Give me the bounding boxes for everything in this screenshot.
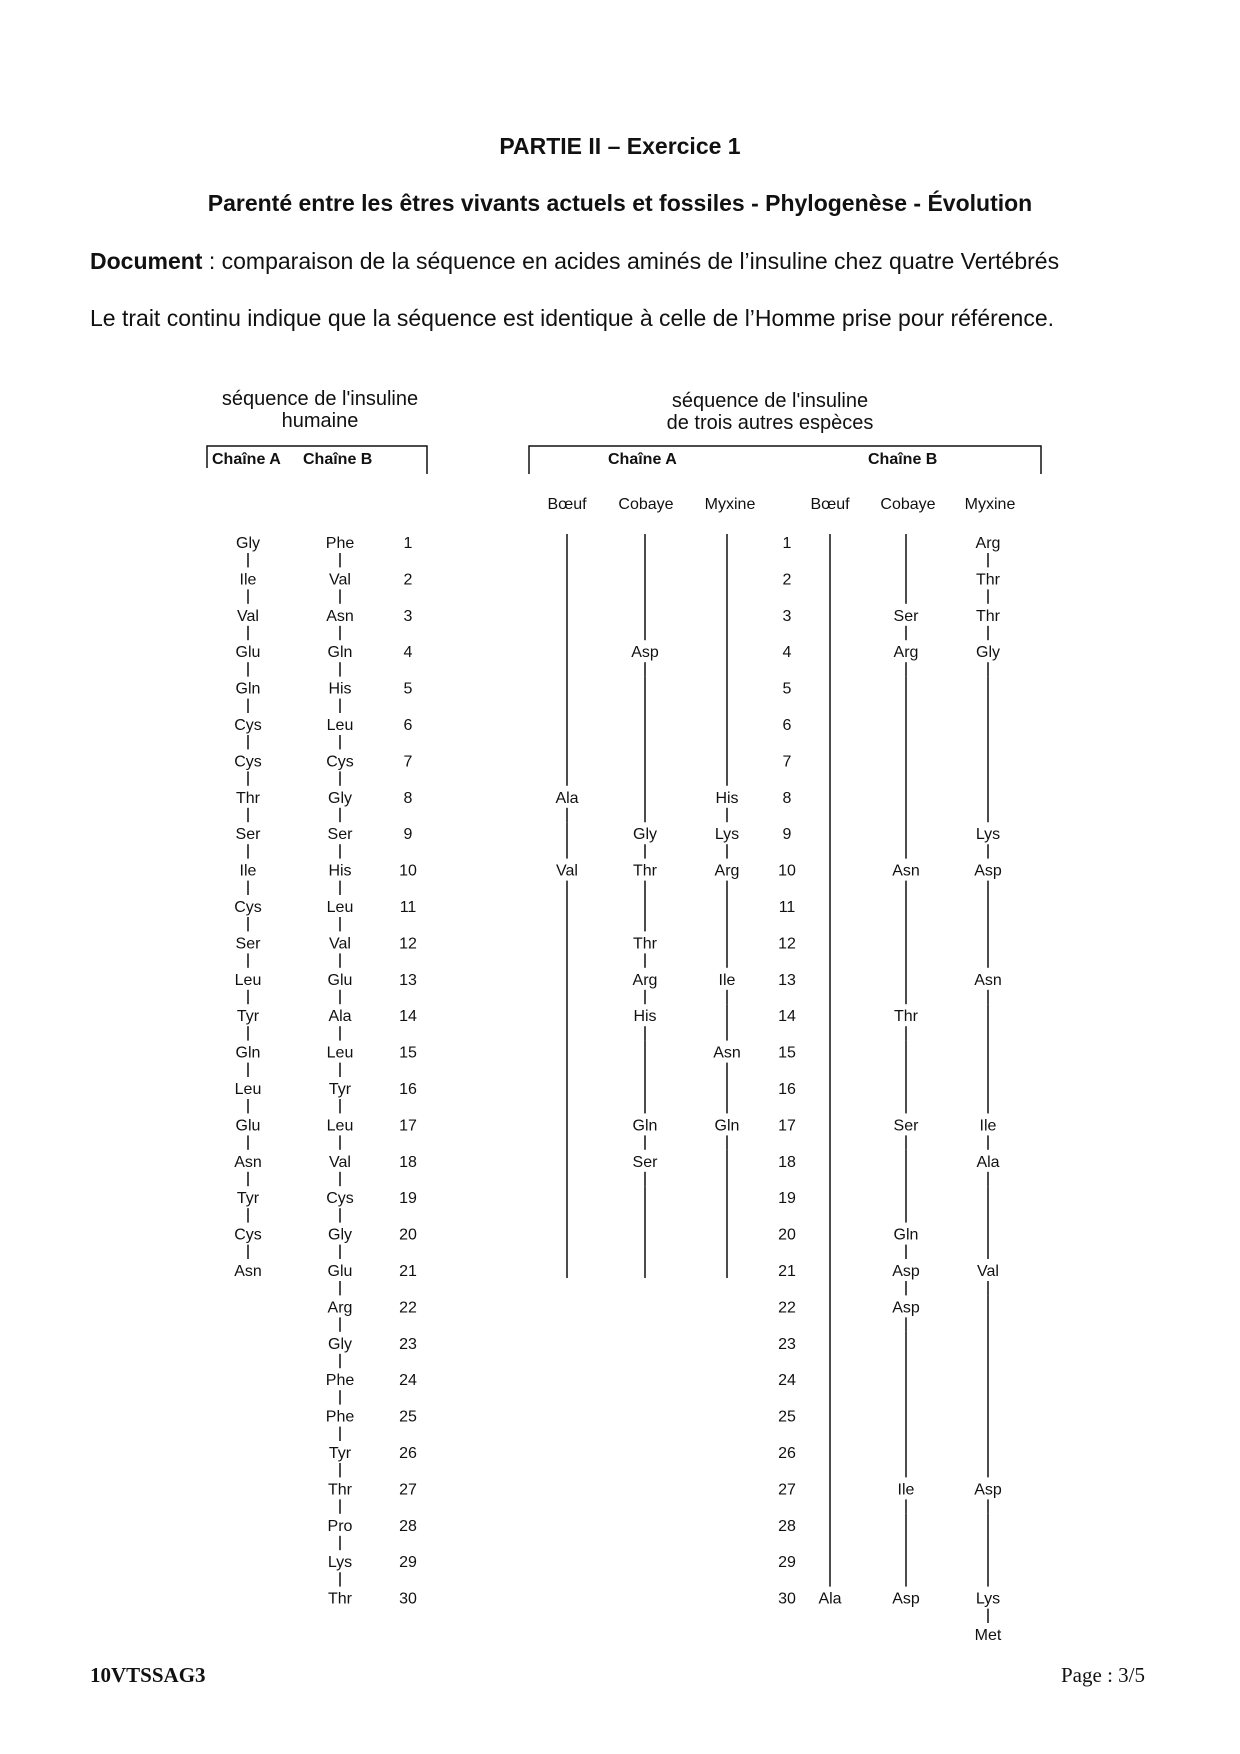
chain-b-position-number: 19 — [399, 1190, 417, 1208]
others-position-number: 15 — [778, 1044, 796, 1062]
cobaye-a-substitution: Ser — [632, 1153, 658, 1171]
chain-b-position-number: 5 — [403, 680, 413, 698]
human-chain-b-residue: Glu — [327, 971, 353, 989]
human-chain-b-label: Chaîne B — [303, 451, 373, 468]
human-chain-a-residue: Cys — [234, 717, 262, 734]
human-chain-b-residue: Tyr — [328, 1081, 352, 1098]
myxine-a-substitution: Gln — [714, 1117, 740, 1135]
myxine-b-substitution: Thr — [976, 607, 1000, 625]
myxine-b-substitution: Arg — [975, 535, 1001, 552]
chain-b-position-number: 10 — [399, 862, 417, 880]
human-chain-b-residue: Cys — [326, 753, 354, 771]
chain-b-position-number: 9 — [403, 826, 413, 844]
chain-b-position-number: 20 — [399, 1226, 417, 1244]
human-header-line2: humaine — [281, 410, 359, 432]
myxine-a-substitution: Arg — [714, 862, 740, 880]
myxine-b-substitution: Gly — [976, 644, 1000, 662]
human-chain-b-residue: Phe — [325, 1372, 355, 1390]
chain-b-position-number: 11 — [399, 899, 417, 916]
human-chain-a-residue: Tyr — [236, 1008, 260, 1026]
others-position-number: 21 — [778, 1263, 796, 1280]
human-chain-b-residue: Gln — [327, 644, 353, 662]
others-header-line2: de trois autres espèces — [666, 412, 874, 434]
human-chain-b-residue: Tyr — [328, 1445, 352, 1462]
myxine-b-substitution: Asp — [974, 1481, 1002, 1499]
others-position-number: 19 — [778, 1190, 796, 1208]
exercise-subtitle: Parenté entre les êtres vivants actuels et fossiles - Phylogenèse - Évolution — [207, 190, 1033, 216]
chain-b-position-number: 27 — [399, 1481, 417, 1499]
human-chain-b-residue: Leu — [326, 717, 354, 734]
cobaye-a-substitution: Thr — [633, 862, 657, 880]
others-position-number: 26 — [778, 1445, 796, 1462]
human-chain-b-residue: His — [328, 862, 352, 880]
cobaye-b-substitution: Gln — [893, 1226, 919, 1244]
human-chain-b-residue: Gly — [328, 1335, 352, 1353]
boeuf-b-substitution: Ala — [818, 1590, 842, 1608]
document-text: : comparaison de la séquence en acides aminés de l’insuline chez quatre Vertébrés — [202, 248, 1060, 274]
others-position-number: 28 — [778, 1517, 796, 1535]
human-chain-b-residue: Ser — [327, 826, 353, 844]
myxine-b-substitution: Ile — [979, 1117, 997, 1135]
human-chain-a-label: Chaîne A — [212, 451, 281, 468]
chain-b-position-number: 1 — [403, 535, 413, 552]
others-chain-a-label: Chaîne A — [608, 451, 677, 468]
human-chain-a-residue: Cys — [234, 899, 262, 916]
chain-b-position-number: 2 — [403, 571, 413, 589]
human-chain-b-residue: Cys — [326, 1190, 354, 1208]
cobaye-a-substitution: Asp — [631, 644, 659, 662]
chain-b-position-number: 21 — [399, 1263, 417, 1280]
species-cobaye-b: Cobaye — [880, 496, 936, 513]
page-number: Page : 3/5 — [1061, 1663, 1145, 1687]
human-chain-a-residue: Leu — [234, 971, 262, 989]
myxine-a-substitution: Asn — [713, 1044, 741, 1062]
others-position-number: 10 — [778, 862, 796, 880]
cobaye-a-substitution: His — [633, 1008, 657, 1026]
human-chain-b-residue: Leu — [326, 899, 354, 916]
human-chain-b-residue: Leu — [326, 1044, 354, 1062]
others-position-number: 4 — [782, 644, 792, 662]
chain-b-position-number: 8 — [403, 789, 413, 807]
species-boeuf-b: Bœuf — [810, 496, 850, 513]
others-position-number: 29 — [778, 1554, 796, 1572]
others-position-number: 24 — [778, 1372, 796, 1390]
human-chain-a-residue: Val — [237, 607, 259, 625]
human-chain-a-residue: Leu — [234, 1081, 262, 1098]
human-chain-a-residue: Thr — [236, 789, 260, 807]
others-position-number: 25 — [778, 1408, 796, 1426]
others-position-number: 20 — [778, 1226, 796, 1244]
cobaye-b-substitution: Ser — [893, 607, 919, 625]
species-myxine-b: Myxine — [964, 496, 1016, 513]
others-position-number: 1 — [782, 535, 792, 552]
human-chain-b-residue: His — [328, 680, 352, 698]
boeuf-a-substitution: Val — [556, 862, 578, 880]
human-chain-a-residue: Asn — [234, 1153, 262, 1171]
myxine-a-substitution: Ile — [718, 971, 736, 989]
species-boeuf-a: Bœuf — [547, 496, 587, 513]
human-chain-b-residue: Phe — [325, 1408, 355, 1426]
human-header-line1: séquence de l'insuline — [221, 388, 419, 410]
human-chain-a-residue: Cys — [234, 1226, 262, 1244]
myxine-b-substitution: Ala — [976, 1153, 1000, 1171]
human-chain-b-residue: Lys — [327, 1554, 353, 1572]
human-chain-a-residue: Glu — [235, 1117, 261, 1135]
others-chain-b-label: Chaîne B — [868, 451, 938, 468]
others-chain-bracket — [529, 446, 1041, 474]
chain-b-position-number: 7 — [403, 753, 413, 771]
human-chain-a-residue: Gln — [235, 680, 261, 698]
others-position-number: 18 — [778, 1153, 796, 1171]
chain-b-position-number: 3 — [403, 607, 413, 625]
others-position-number: 30 — [778, 1590, 796, 1608]
chain-b-position-number: 30 — [399, 1590, 417, 1608]
human-chain-b-residue: Thr — [328, 1590, 352, 1608]
chain-b-position-number: 28 — [399, 1517, 417, 1535]
myxine-b-substitution: Asn — [974, 971, 1002, 989]
human-chain-a-residue: Ser — [235, 935, 261, 953]
human-chain-b-residue: Thr — [328, 1481, 352, 1499]
myxine-b-extra-residue: Met — [974, 1627, 1002, 1644]
others-position-number: 16 — [778, 1081, 796, 1098]
myxine-b-substitution: Asp — [974, 862, 1002, 880]
species-myxine-a: Myxine — [704, 496, 756, 513]
cobaye-b-substitution: Thr — [894, 1008, 918, 1026]
others-position-number: 13 — [778, 971, 796, 989]
human-chain-a-residue: Ile — [239, 862, 257, 880]
human-chain-b-residue: Gly — [328, 789, 352, 807]
others-position-number: 27 — [778, 1481, 796, 1499]
exercise-title: PARTIE II – Exercice 1 — [499, 133, 741, 159]
boeuf-a-substitution: Ala — [555, 789, 579, 807]
exam-code: 10VTSSAG3 — [90, 1663, 206, 1687]
human-chain-a-residue: Gly — [236, 535, 260, 552]
human-chain-b-residue: Phe — [325, 535, 355, 552]
others-position-number: 8 — [782, 789, 792, 807]
human-chain-a-residue: Cys — [234, 753, 262, 771]
human-chain-b-residue: Gly — [328, 1226, 352, 1244]
chain-b-position-number: 18 — [399, 1153, 417, 1171]
chain-b-position-number: 15 — [399, 1044, 417, 1062]
chain-b-position-number: 25 — [399, 1408, 417, 1426]
cobaye-b-substitution: Asp — [892, 1299, 920, 1317]
others-position-number: 5 — [782, 680, 792, 698]
human-chain-b-residue: Glu — [327, 1263, 353, 1280]
others-position-number: 23 — [778, 1335, 796, 1353]
myxine-b-substitution: Val — [977, 1263, 999, 1280]
chain-b-position-number: 12 — [399, 935, 417, 953]
human-chain-bracket — [207, 446, 427, 474]
others-position-number: 6 — [782, 717, 792, 734]
chain-b-position-number: 24 — [399, 1372, 417, 1390]
human-chain-a-residue: Glu — [235, 644, 261, 662]
cobaye-b-substitution: Ser — [893, 1117, 919, 1135]
cobaye-b-substitution: Asn — [892, 862, 920, 880]
human-chain-b-residue: Val — [329, 1153, 351, 1171]
others-position-number: 12 — [778, 935, 796, 953]
chain-b-position-number: 29 — [399, 1554, 417, 1572]
human-chain-a-residue: Asn — [234, 1263, 262, 1280]
human-chain-b-residue: Leu — [326, 1117, 354, 1135]
human-chain-b-residue: Val — [329, 935, 351, 953]
myxine-a-substitution: His — [715, 789, 739, 807]
chain-b-position-number: 26 — [399, 1445, 417, 1462]
chain-b-position-number: 17 — [399, 1117, 417, 1135]
cobaye-b-substitution: Asp — [892, 1263, 920, 1280]
others-position-number: 3 — [782, 607, 792, 625]
myxine-b-substitution: Thr — [976, 571, 1000, 589]
chain-b-position-number: 23 — [399, 1335, 417, 1353]
chain-b-position-number: 22 — [399, 1299, 417, 1317]
others-position-number: 9 — [782, 826, 792, 844]
others-header-line1: séquence de l'insuline — [671, 390, 869, 412]
cobaye-a-substitution: Gly — [633, 826, 657, 844]
cobaye-a-substitution: Gln — [632, 1117, 658, 1135]
cobaye-a-substitution: Thr — [633, 935, 657, 953]
human-chain-a-residue: Ile — [239, 571, 257, 589]
others-position-number: 2 — [782, 571, 792, 589]
cobaye-b-substitution: Arg — [893, 644, 919, 662]
species-cobaye-a: Cobaye — [618, 496, 674, 513]
myxine-b-substitution: Lys — [975, 826, 1001, 844]
cobaye-b-substitution: Ile — [897, 1481, 915, 1499]
human-chain-b-residue: Arg — [327, 1299, 353, 1317]
human-chain-a-residue: Ser — [235, 826, 261, 844]
myxine-a-substitution: Lys — [714, 826, 740, 844]
human-chain-b-residue: Val — [329, 571, 351, 589]
others-position-number: 11 — [778, 899, 796, 916]
others-position-number: 22 — [778, 1299, 796, 1317]
others-position-number: 17 — [778, 1117, 796, 1135]
others-position-number: 7 — [782, 753, 792, 771]
human-chain-b-residue: Ala — [328, 1008, 352, 1026]
chain-b-position-number: 6 — [403, 717, 413, 734]
cobaye-a-substitution: Arg — [632, 971, 658, 989]
human-chain-b-residue: Asn — [326, 607, 354, 625]
human-chain-a-residue: Tyr — [236, 1190, 260, 1208]
chain-b-position-number: 13 — [399, 971, 417, 989]
myxine-b-substitution: Lys — [975, 1590, 1001, 1608]
cobaye-b-substitution: Asp — [892, 1590, 920, 1608]
document-label: Document — [90, 248, 203, 274]
others-position-number: 14 — [778, 1008, 796, 1026]
chain-b-position-number: 4 — [403, 644, 413, 662]
chain-b-position-number: 16 — [399, 1081, 417, 1098]
human-chain-a-residue: Gln — [235, 1044, 261, 1062]
human-chain-b-residue: Pro — [327, 1517, 353, 1535]
chain-b-position-number: 14 — [399, 1008, 417, 1026]
legend-note: Le trait continu indique que la séquence est identique à celle de l’Homme prise pour référence. — [90, 305, 1055, 331]
